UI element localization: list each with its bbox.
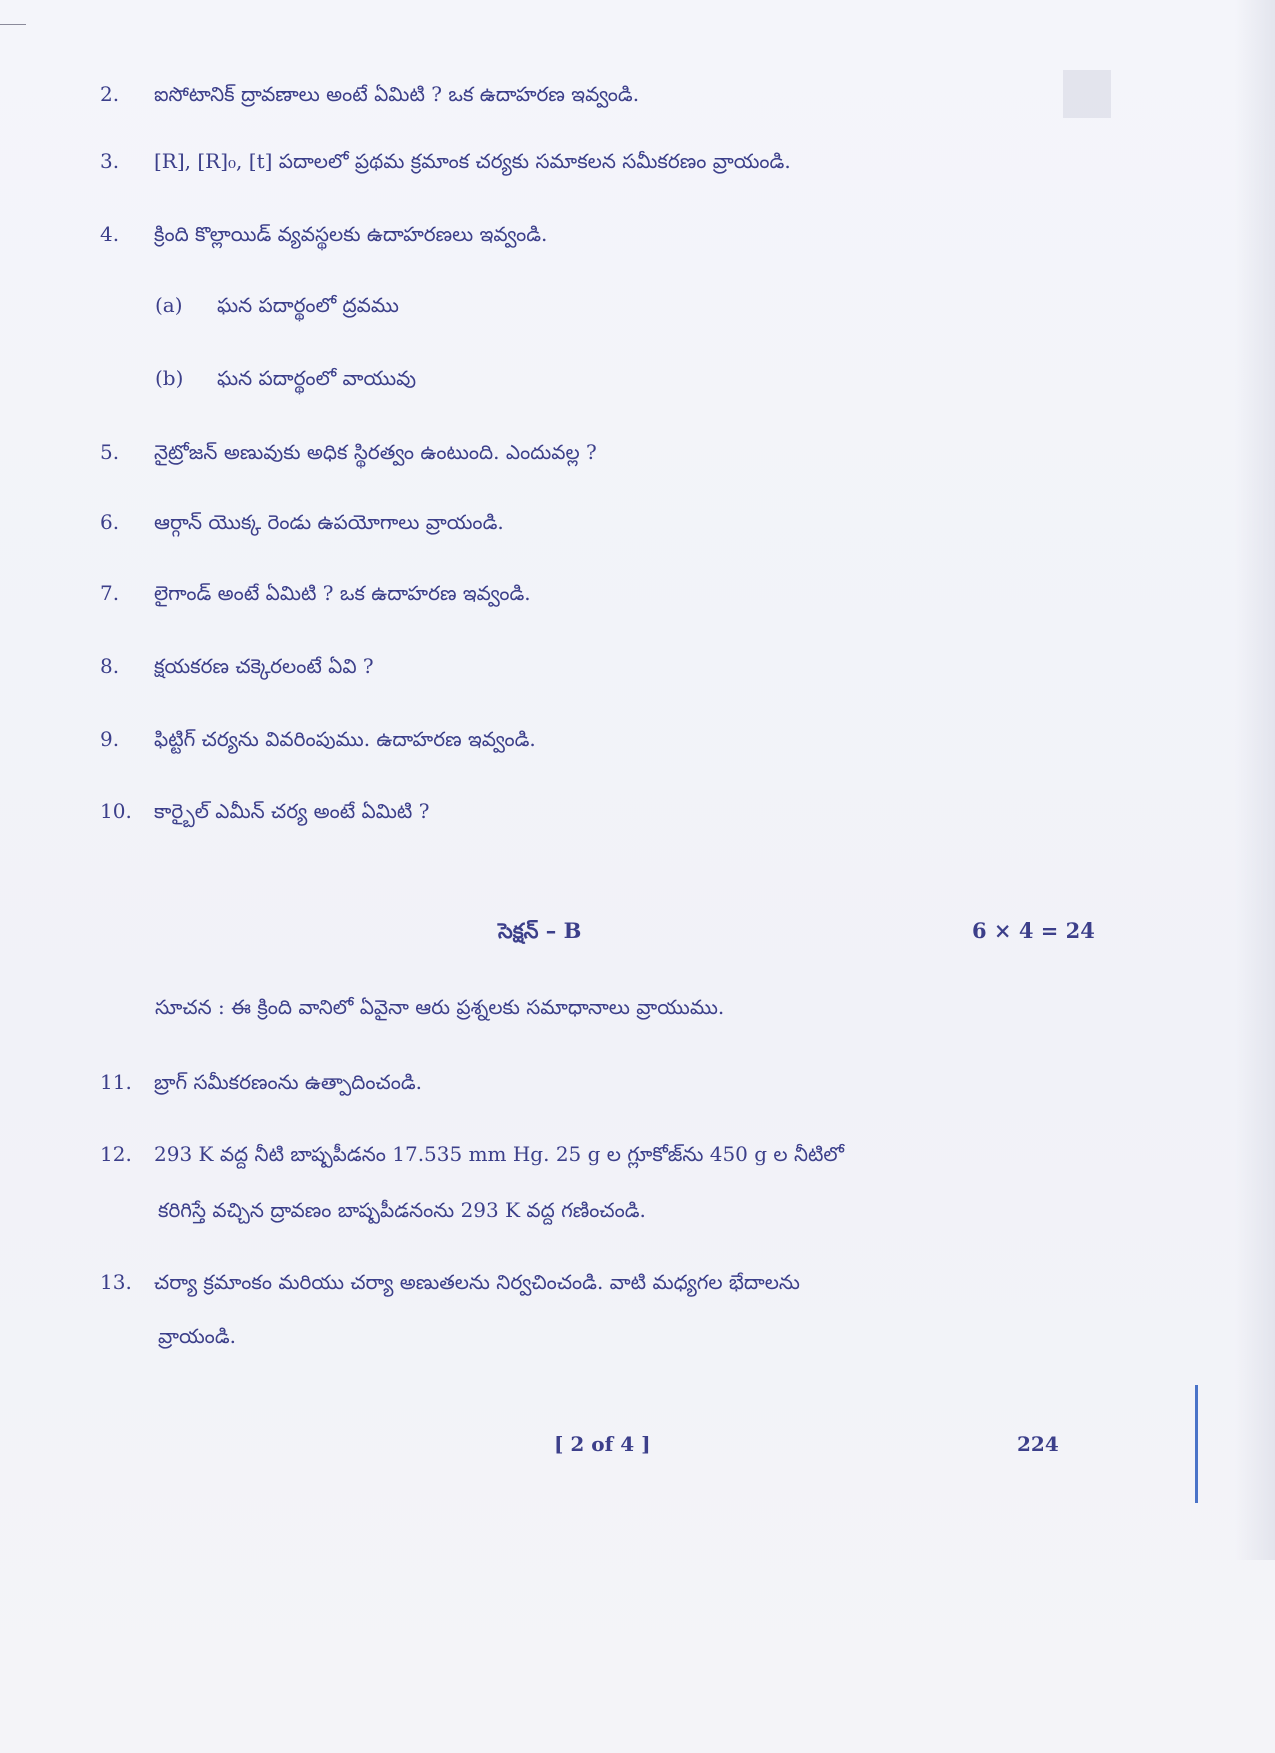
question-number: 10. bbox=[100, 799, 132, 823]
page-edge-shadow bbox=[1235, 0, 1275, 1560]
question-2 bbox=[100, 80, 639, 108]
question-number: 7. bbox=[100, 581, 120, 605]
question-13-continuation: వ్రాయండి. bbox=[158, 1324, 236, 1348]
question-text: [R], [R]₀, [t] పదాలలో ప్రథమ క్రమాంక చర్యకు సమాకలన సమీకరణం వ్రాయండి. bbox=[154, 149, 791, 173]
question-number: 13. bbox=[100, 1270, 132, 1294]
section-b-title: సెక్షన్ – B bbox=[498, 918, 582, 943]
question-number: 3. bbox=[100, 149, 120, 173]
page-number: [ 2 of 4 ] bbox=[554, 1432, 651, 1456]
question-text: ఫిట్టిగ్ చర్యను వివరింపుము. ఉదాహరణ ఇవ్వండి. bbox=[154, 727, 536, 751]
question-text: చర్యా క్రమాంకం మరియు చర్యా అణుతలను నిర్వచించండి. వాటి మధ్యగల భేదాలను bbox=[154, 1270, 800, 1294]
part-text: ఘన పదార్థంలో ద్రవము bbox=[217, 293, 399, 317]
question-text: బ్రాగ్ సమీకరణంను ఉత్పాదించండి. bbox=[154, 1070, 423, 1094]
margin-pen-line bbox=[1195, 1385, 1198, 1503]
question-10 bbox=[100, 797, 429, 825]
paper-code: 224 bbox=[1017, 1432, 1059, 1456]
question-4-part-b bbox=[155, 364, 416, 392]
question-13 bbox=[100, 1268, 800, 1296]
question-text: లైగాండ్ అంటే ఏమిటి ? ఒక ఉదాహరణ ఇవ్వండి. bbox=[154, 581, 531, 605]
question-number: 4. bbox=[100, 222, 120, 246]
section-b-instruction: సూచన : ఈ క్రింది వానిలో ఏవైనా ఆరు ప్రశ్నలకు సమాధానాలు వ్రాయుము. bbox=[155, 995, 725, 1019]
question-text: ఆర్గాన్ యొక్క రెండు ఉపయోగాలు వ్రాయండి. bbox=[154, 510, 504, 534]
question-3 bbox=[100, 147, 791, 175]
question-7 bbox=[100, 579, 531, 607]
question-number: 9. bbox=[100, 727, 120, 751]
question-12 bbox=[100, 1140, 844, 1168]
question-number: 11. bbox=[100, 1070, 132, 1094]
corner-mark bbox=[0, 24, 26, 25]
question-5 bbox=[100, 438, 597, 466]
question-text: 293 K వద్ద నీటి బాష్పపీడనం 17.535 mm Hg. 25 g ల గ్లూకోజ్‌ను 450 g ల నీటిలో bbox=[154, 1142, 845, 1166]
question-8 bbox=[100, 652, 374, 680]
question-9 bbox=[100, 725, 536, 753]
part-text: ఘన పదార్థంలో వాయువు bbox=[217, 366, 417, 390]
part-label: (b) bbox=[155, 366, 184, 390]
question-text: ఐసోటానిక్ ద్రావణాలు అంటే ఏమిటి ? ఒక ఉదాహరణ ఇవ్వండి. bbox=[154, 82, 640, 106]
question-number: 12. bbox=[100, 1142, 132, 1166]
question-4 bbox=[100, 220, 547, 248]
question-number: 5. bbox=[100, 440, 120, 464]
question-number: 2. bbox=[100, 82, 120, 106]
question-text: నైట్రోజన్ అణువుకు అధిక స్థిరత్వం ఉంటుంది. ఎందువల్ల ? bbox=[154, 440, 597, 464]
bleed-through-stamp bbox=[1063, 70, 1111, 118]
section-b-marks: 6 × 4 = 24 bbox=[972, 918, 1095, 943]
question-12-continuation: కరిగిస్తే వచ్చిన ద్రావణం బాష్పపీడనంను 293 K వద్ద గణించండి. bbox=[158, 1198, 646, 1222]
part-label: (a) bbox=[155, 293, 183, 317]
question-text: కార్బైల్ ఎమీన్ చర్య అంటే ఏమిటి ? bbox=[154, 799, 430, 823]
question-11 bbox=[100, 1068, 422, 1096]
question-6 bbox=[100, 508, 504, 536]
question-text: క్షయకరణ చక్కెరలంటే ఏవి ? bbox=[154, 654, 374, 678]
question-text: క్రింది కొల్లాయిడ్ వ్యవస్థలకు ఉదాహరణలు ఇవ్వండి. bbox=[154, 222, 548, 246]
question-number: 6. bbox=[100, 510, 120, 534]
question-4-part-a bbox=[155, 291, 399, 319]
question-number: 8. bbox=[100, 654, 120, 678]
